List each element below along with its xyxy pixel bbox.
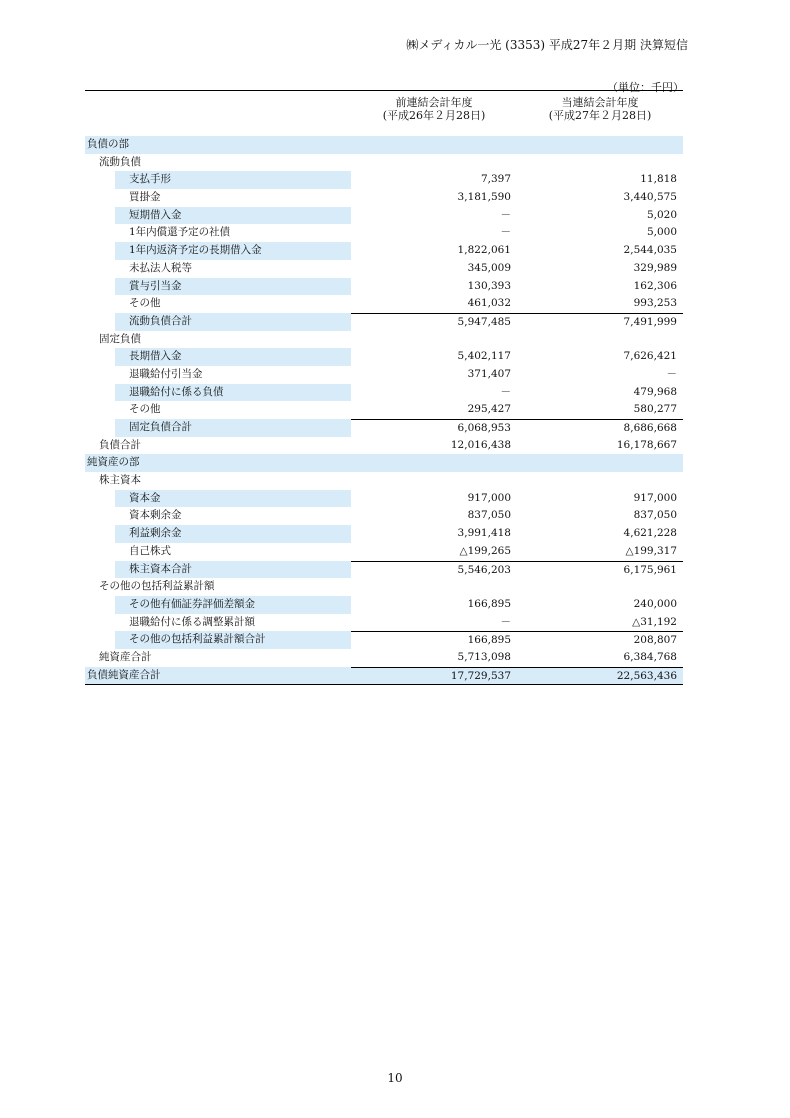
table-row: [85, 490, 683, 508]
row-label: 純資産合計: [99, 650, 152, 663]
curr-value: 208,807: [517, 631, 683, 649]
curr-value: 240,000: [633, 597, 677, 610]
curr-value: 3,440,575: [623, 191, 677, 204]
row-label: 短期借入金: [115, 207, 351, 225]
prev-period-header: 前連結会計年度 (平成26年２月28日): [382, 96, 486, 122]
row-label: 株主資本合計: [115, 561, 351, 579]
prev-value: 166,895: [351, 631, 517, 649]
curr-value: －: [666, 367, 677, 380]
row-label: 純資産の部: [87, 456, 140, 469]
row-label: その他の包括利益累計額合計: [115, 631, 351, 649]
row-label: 資本金: [115, 490, 351, 508]
balance-sheet-table: [85, 90, 683, 685]
table-row: [85, 242, 683, 260]
table-row: [85, 472, 683, 490]
curr-value: 7,626,421: [623, 350, 677, 363]
table-row: [85, 437, 683, 455]
row-label: 固定負債合計: [115, 419, 351, 437]
curr-value: 580,277: [633, 403, 677, 416]
row-label: 賞与引当金: [115, 278, 351, 296]
prev-value: 295,427: [467, 403, 511, 416]
row-label: 利益剰余金: [115, 525, 351, 543]
curr-value: △31,192: [632, 615, 677, 628]
curr-value: 917,000: [633, 491, 677, 504]
curr-value: 16,178,667: [616, 438, 677, 451]
row-label: その他有価証券評価差額金: [115, 596, 351, 614]
row-label: 1年内返済予定の長期借入金: [115, 242, 351, 260]
table-row: [85, 561, 683, 579]
row-label: 負債合計: [99, 438, 141, 451]
table-row: [85, 649, 683, 667]
prev-value: 6,068,953: [351, 419, 517, 437]
table-row: [85, 543, 683, 561]
table-row: [85, 278, 683, 296]
curr-value: 6,175,961: [517, 561, 683, 579]
curr-value: 5,000: [646, 226, 677, 239]
table-row: [85, 631, 683, 649]
table-row: [85, 260, 683, 278]
prev-value: 7,397: [480, 173, 511, 186]
curr-value: 162,306: [633, 279, 677, 292]
row-label: 固定負債: [99, 332, 141, 345]
curr-value: 22,563,436: [517, 667, 683, 685]
row-label: その他の包括利益累計額: [99, 580, 215, 593]
document-header: ㈱メディカル一光 (3353) 平成27年２月期 決算短信: [406, 38, 688, 52]
prev-value: 371,407: [467, 367, 511, 380]
prev-value: 130,393: [467, 279, 511, 292]
prev-value: 917,000: [467, 491, 511, 504]
table-row: [85, 295, 683, 313]
table-row: [85, 171, 683, 189]
curr-value: 993,253: [633, 297, 677, 310]
prev-value: 5,947,485: [351, 313, 517, 331]
table-row: [85, 331, 683, 349]
table-row: [85, 366, 683, 384]
row-label: 流動負債合計: [115, 313, 351, 331]
row-label: 買掛金: [129, 191, 161, 204]
prev-value: －: [500, 208, 511, 221]
row-label: 退職給付引当金: [129, 367, 203, 380]
prev-value: 12,016,438: [450, 438, 511, 451]
table-row: [85, 207, 683, 225]
curr-value: 4,621,228: [623, 527, 677, 540]
table-row: [85, 348, 683, 366]
prev-value: 1,822,061: [457, 244, 511, 257]
row-label: 支払手形: [115, 171, 351, 189]
curr-value: 479,968: [633, 385, 677, 398]
table-row: [85, 189, 683, 207]
row-label: 資本剰余金: [129, 509, 182, 522]
row-label: その他: [129, 297, 161, 310]
table-row: [85, 507, 683, 525]
curr-value: 8,686,668: [517, 419, 683, 437]
curr-value: 2,544,035: [623, 244, 677, 257]
table-row: [85, 596, 683, 614]
row-label: 退職給付に係る調整累計額: [129, 615, 255, 628]
row-label: 長期借入金: [115, 348, 351, 366]
row-label: 負債純資産合計: [87, 668, 161, 681]
table-row: [85, 578, 683, 596]
table-row: [85, 136, 683, 154]
curr-value: 11,818: [640, 173, 677, 186]
row-label: 株主資本: [99, 474, 141, 487]
table-row: [85, 454, 683, 472]
prev-value: 5,713,098: [457, 650, 511, 663]
curr-value: 837,050: [633, 509, 677, 522]
row-label: 負債の部: [87, 138, 129, 150]
prev-value: －: [500, 226, 511, 239]
prev-value: 3,991,418: [457, 527, 511, 540]
prev-value: 837,050: [467, 509, 511, 522]
row-label: その他: [129, 403, 161, 416]
table-row: [85, 224, 683, 242]
prev-value: 5,546,203: [351, 561, 517, 579]
prev-value: 3,181,590: [457, 191, 511, 204]
row-label: 流動負債: [99, 155, 141, 168]
prev-value: 461,032: [467, 297, 511, 310]
prev-value: －: [500, 385, 511, 398]
prev-value: －: [500, 615, 511, 628]
table-row: [85, 154, 683, 172]
prev-value: 166,895: [467, 597, 511, 610]
prev-value: 5,402,117: [457, 350, 511, 363]
table-row: [85, 525, 683, 543]
curr-value: 5,020: [646, 208, 677, 221]
column-header: [85, 90, 683, 136]
unit-label: （単位：千円）: [607, 81, 684, 94]
prev-value: 17,729,537: [351, 667, 517, 685]
row-label: 退職給付に係る負債: [115, 384, 351, 402]
curr-value: △199,317: [625, 544, 677, 557]
table-row: [85, 313, 683, 331]
curr-period-header: 当連結会計年度 (平成27年２月28日): [548, 96, 652, 122]
page-number: 10: [387, 1071, 403, 1085]
prev-value: △199,265: [459, 544, 511, 557]
curr-value: 7,491,999: [517, 313, 683, 331]
row-label: 1年内償還予定の社債: [129, 226, 231, 239]
prev-value: 345,009: [467, 261, 511, 274]
curr-value: 329,989: [633, 261, 677, 274]
curr-value: 6,384,768: [623, 650, 677, 663]
row-label: 自己株式: [129, 544, 171, 557]
table-row: [85, 667, 683, 686]
row-label: 未払法人税等: [129, 261, 192, 274]
table-row: [85, 614, 683, 632]
table-row: [85, 419, 683, 437]
table-row: [85, 401, 683, 419]
table-row: [85, 384, 683, 402]
